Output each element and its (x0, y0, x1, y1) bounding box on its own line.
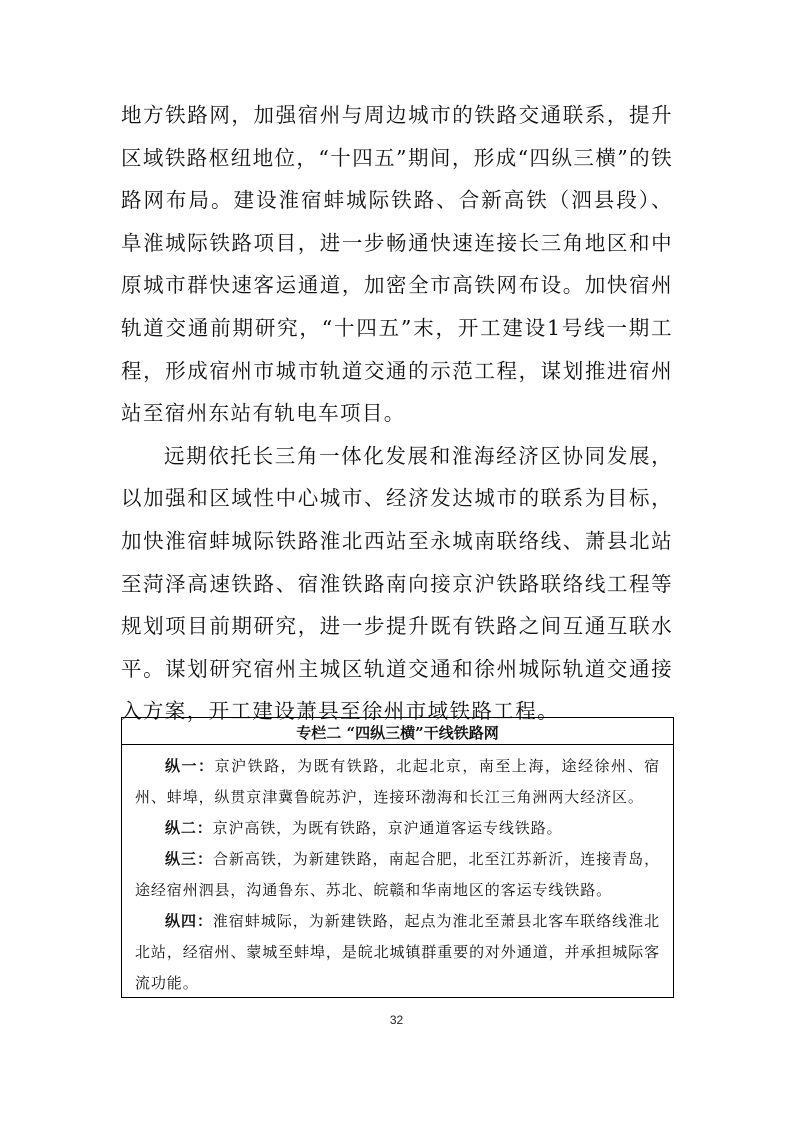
box-item-lead: 纵二： (165, 819, 213, 837)
column-box-body (122, 745, 673, 999)
box-item-text: 淮宿蚌城际，为新建铁路，起点为淮北至萧县北客车联络线淮北北站，经宿州、蒙城至蚌埠，是皖北城镇群重要的对外通道，并承担城际客流功能。 (135, 912, 661, 992)
column-box-title: 专栏二 “四纵三横”干线铁路网 (122, 718, 673, 745)
box-item-lead: 纵四： (165, 912, 213, 930)
box-item-zong-1 (135, 751, 660, 813)
box-item-lead: 纵一： (165, 757, 215, 775)
paragraph-continued: 地方铁路网，加强宿州与周边城市的铁路交通联系，提升区域铁路枢纽地位，“十四五”期间，形成“四纵三横”的铁路网布局。建设淮宿蚌城际铁路、合新高铁（泗县段）、阜淮城际铁路项目，进一步畅通快速连接长三角地区和中原城市群快速客运通道，加密全市高铁网布设。加快宿州轨道交通前期研究，“十四五”末，开工建设1号线一期工程，形成宿州市城市轨道交通的示范工程，谋划推进宿州站至宿州东站有轨电车项目。 (121, 103, 673, 426)
box-item-zong-4 (135, 906, 660, 999)
paragraph-long-term-plan: 远期依托长三角一体化发展和淮海经济区协同发展，以加强和区域性中心城市、经济发达城市的联系为目标，加快淮宿蚌城际铁路淮北西站至永城南联络线、萧县北站至菏泽高速铁路、宿淮铁路南向接京沪铁路联络线工程等规划项目前期研究，进一步提升既有铁路之间互通互联水平。谋划研究宿州主城区轨道交通和徐州城际轨道交通接入方案，开工建设萧县至徐州市域铁路工程。 (121, 443, 673, 724)
body-text (121, 94, 673, 733)
box-item-zong-2 (135, 813, 660, 844)
column-box-railway-network (121, 717, 674, 998)
box-item-zong-3 (135, 844, 660, 906)
box-item-text: 京沪铁路，为既有铁路，北起北京，南至上海，途经徐州、宿州、蚌埠，纵贯京津冀鲁皖苏沪，连接环渤海和长江三角洲两大经济区。 (135, 757, 660, 806)
page-number: 32 (389, 1013, 404, 1027)
box-item-text: 合新高铁，为新建铁路，南起合肥，北至江苏新沂，连接青岛，途经宿州泗县，沟通鲁东、苏北、皖赣和华南地区的客运专线铁路。 (135, 850, 661, 899)
box-item-lead: 纵三： (165, 850, 213, 868)
box-item-text: 京沪高铁，为既有铁路，京沪通道客运专线铁路。 (212, 819, 563, 837)
